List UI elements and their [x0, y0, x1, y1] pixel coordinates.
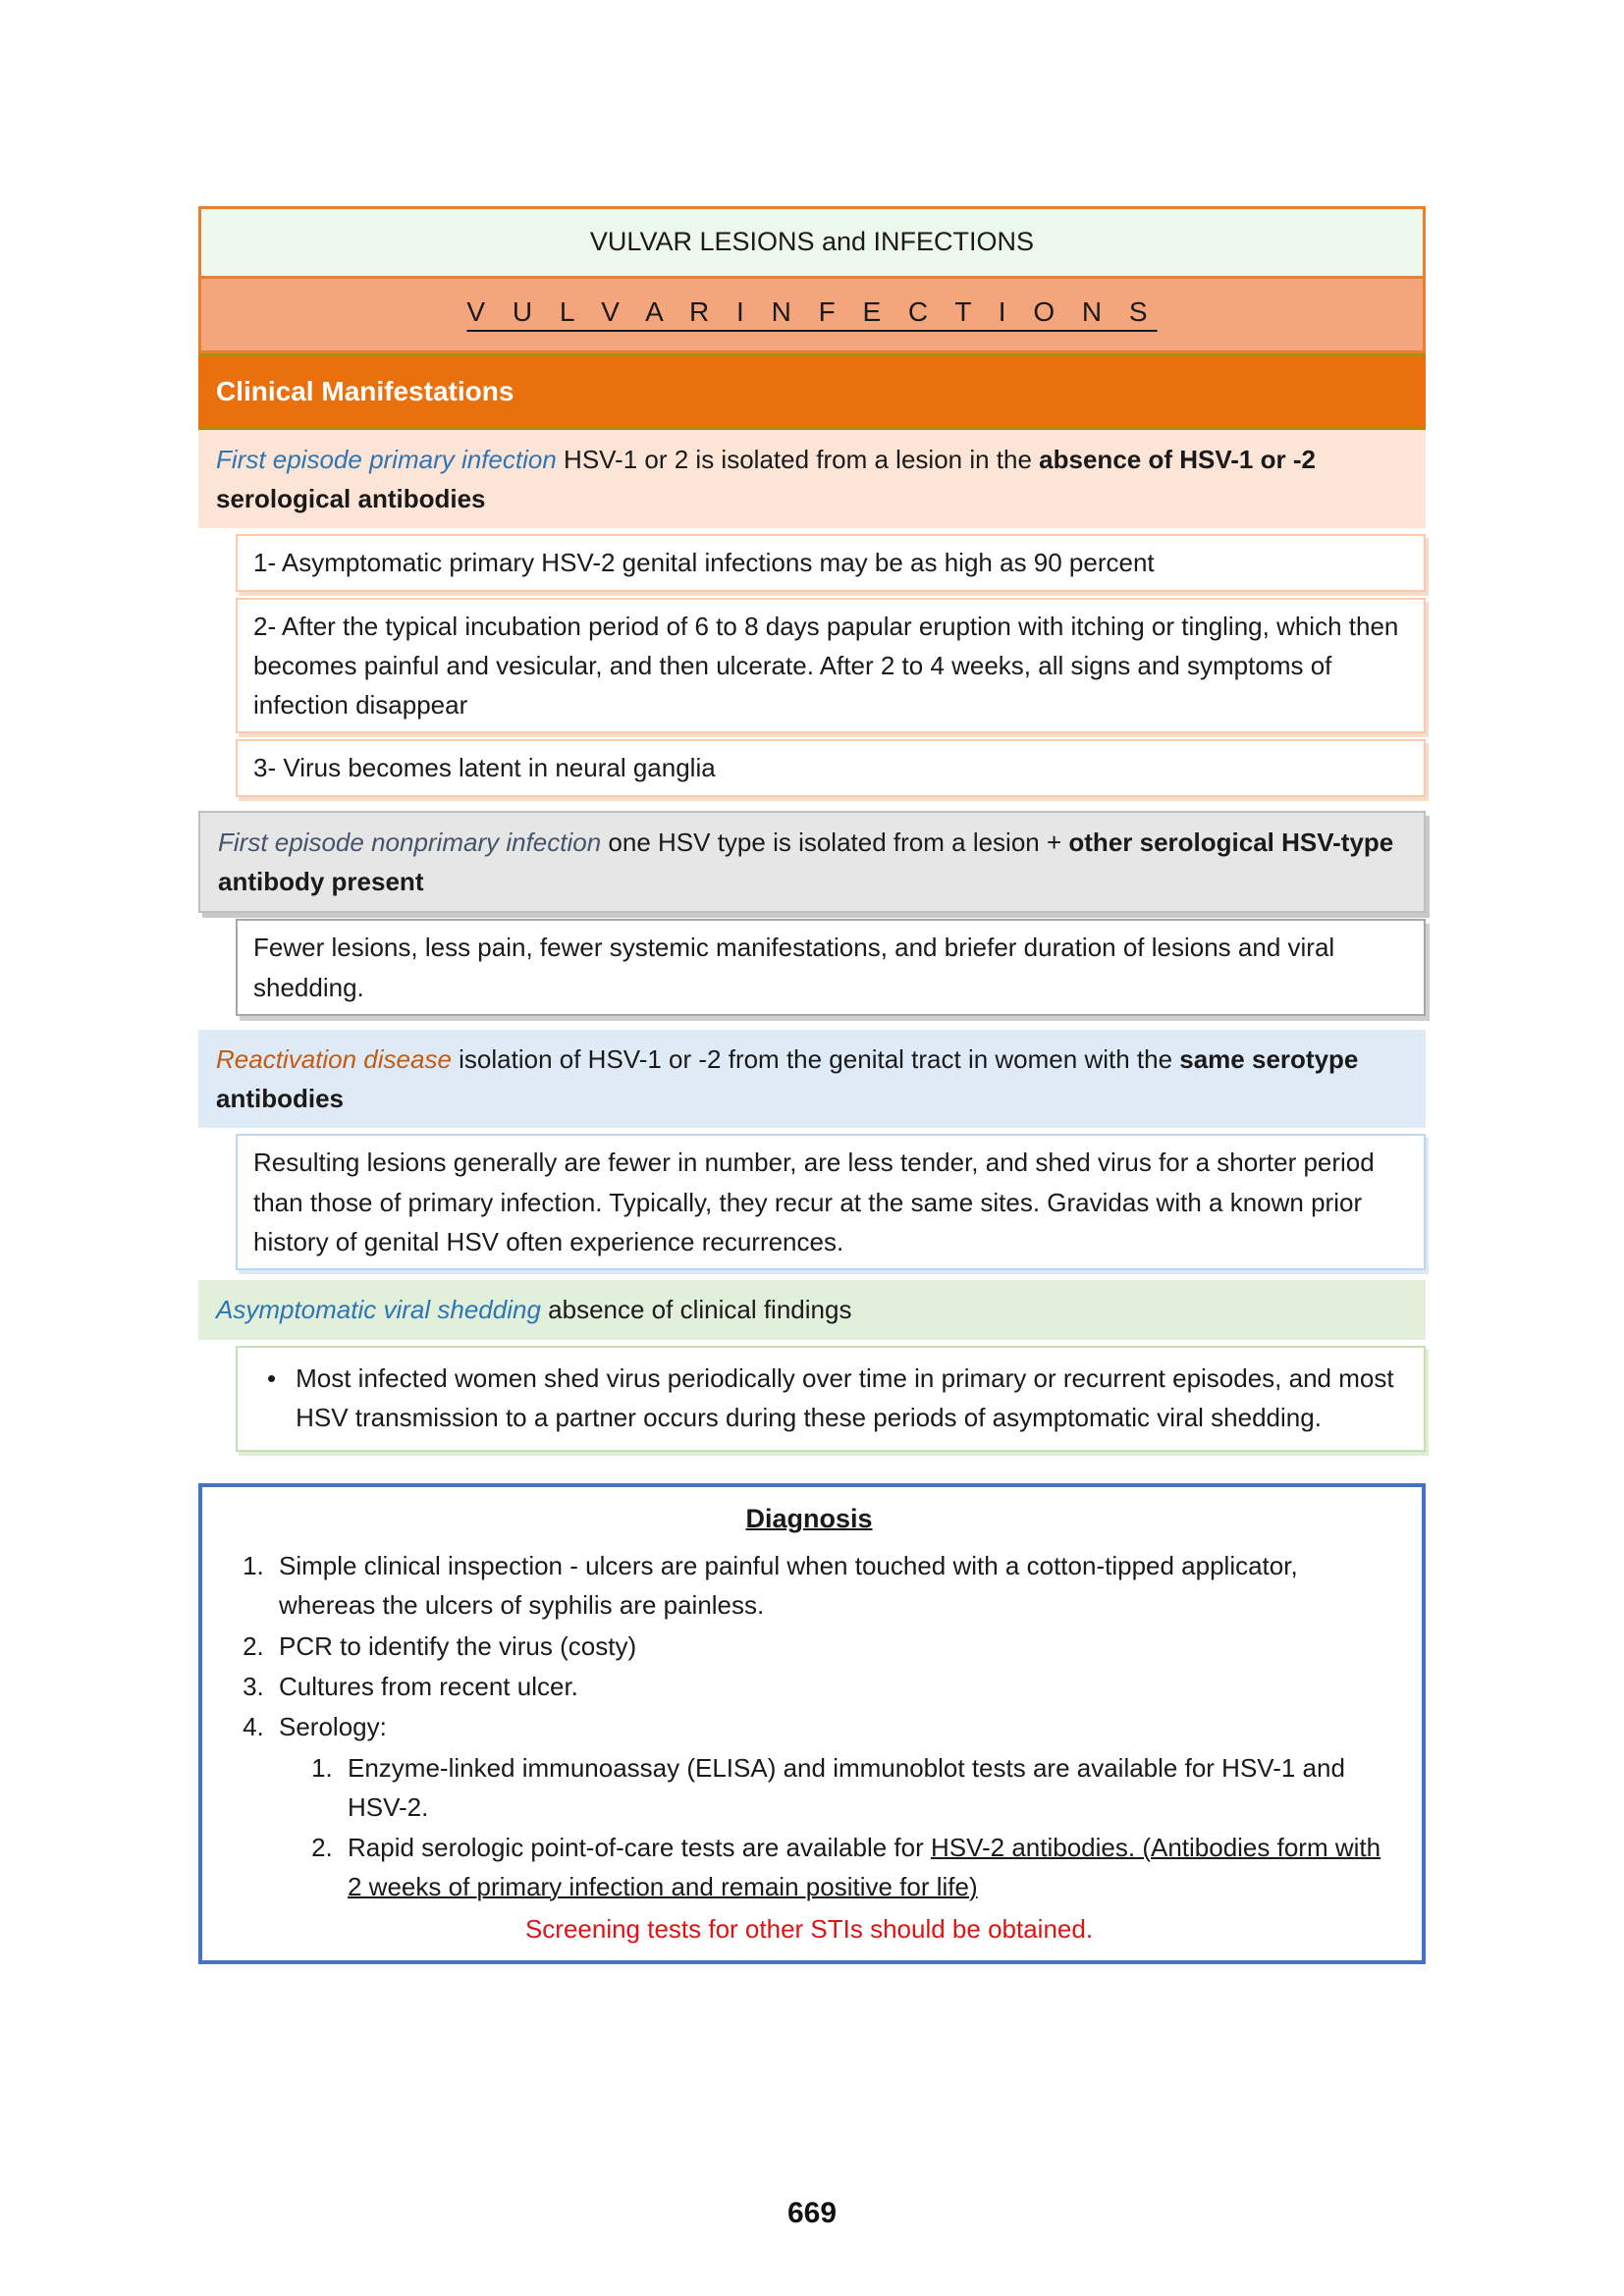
asymptomatic-heading	[198, 1280, 1426, 1339]
serology-item	[340, 1828, 1400, 1907]
first-primary-lead: First episode primary infection	[216, 444, 557, 474]
first-primary-heading	[198, 430, 1426, 529]
list-item	[236, 1346, 1426, 1453]
nonprimary-heading	[198, 811, 1426, 914]
subtitle-row	[201, 276, 1423, 350]
section-title: V U L V A R I N F E C T I O N S	[466, 295, 1158, 327]
nonprimary-bold: other serological HSV-type antibody present	[218, 827, 1394, 896]
diagnosis-item	[271, 1627, 1400, 1666]
list-item	[236, 598, 1426, 734]
serology-item-underlined-text: HSV-2 antibodies. (Antibodies form with 2 weeks of primary infection and remain positive for life)	[348, 1833, 1381, 1902]
serology-sublist	[279, 1748, 1400, 1907]
screening-warning: Screening tests for other STIs should be obtained.	[524, 1913, 1094, 1944]
asymptomatic-body: absence of clinical findings	[540, 1295, 852, 1325]
serology-item-text: Rapid serologic point-of-care tests are available for	[348, 1833, 931, 1863]
list-item	[236, 739, 1426, 796]
nonprimary-lead: First episode nonprimary infection	[218, 827, 602, 857]
reactivation-lead: Reactivation disease	[216, 1043, 452, 1074]
reactivation-heading	[198, 1030, 1426, 1129]
asymptomatic-lead: Asymptomatic viral shedding	[216, 1295, 541, 1325]
diagnosis-item	[271, 1707, 1400, 1906]
page-number: 669	[786, 2197, 838, 2229]
note-text: Resulting lesions generally are fewer in number, are less tender, and shed virus for a shorter period than those of primary infection. Typically, they recur at the same sites. Gravidas with a known prior history of genital HSV often experience recurrences.	[253, 1148, 1375, 1257]
diagnosis-title: Diagnosis	[745, 1504, 873, 1534]
reactivation-notes	[236, 1134, 1426, 1270]
point-text: 3- Virus becomes latent in neural ganglia	[253, 753, 716, 783]
reactivation-bold: same serotype antibodies	[216, 1043, 1359, 1114]
first-primary-points	[236, 534, 1426, 796]
nonprimary-body: one HSV type is isolated from a lesion +	[601, 827, 1069, 857]
diagnosis-item-text: Cultures from recent ulcer.	[279, 1672, 578, 1701]
document-body	[198, 206, 1426, 1964]
point-text: 1- Asymptomatic primary HSV-2 genital infections may be as high as 90 percent	[253, 548, 1155, 578]
serology-item	[340, 1748, 1400, 1828]
diagnosis-item-text: Serology:	[279, 1712, 387, 1742]
reactivation-body: isolation of HSV-1 or -2 from the genital tract in women with the	[451, 1043, 1180, 1074]
bullet-item	[253, 1355, 1408, 1444]
asymptomatic-notes	[236, 1346, 1426, 1453]
diagnosis-list	[218, 1546, 1400, 1907]
diagnosis-item	[271, 1546, 1400, 1626]
note-text: Most infected women shed virus periodically over time in primary or recurrent episodes, and most HSV transmission to a partner occurs during these periods of asymptomatic viral shedding.	[296, 1362, 1394, 1432]
diagnosis-item-text: Simple clinical inspection - ulcers are painful when touched with a cotton-tipped applicator, whereas the ulcers of syphilis are painless.	[279, 1551, 1298, 1621]
clinical-manifestations-header: Clinical Manifestations	[198, 353, 1426, 429]
list-item	[236, 534, 1426, 591]
list-item	[236, 919, 1426, 1016]
bullet-icon: •	[267, 1362, 277, 1393]
diagnosis-item-text: PCR to identify the virus (costy)	[279, 1630, 637, 1661]
diagnosis-item	[271, 1667, 1400, 1706]
first-primary-bold: absence of HSV-1 or -2 serological antibodies	[216, 444, 1316, 513]
point-text: 2- After the typical incubation period of 6 to 8 days papular eruption with itching or tingling, which then becomes painful and vesicular, and then ulcerate. After 2 to 4 weeks, all signs and symptoms of infection disappear	[253, 611, 1399, 721]
nonprimary-notes	[236, 919, 1426, 1016]
note-text: Fewer lesions, less pain, fewer systemic manifestations, and briefer duration of lesions and viral shedding.	[253, 933, 1335, 1002]
list-item	[236, 1134, 1426, 1270]
serology-item-text: Enzyme-linked immunoassay (ELISA) and immunoblot tests are available for HSV-1 and HSV-2.	[348, 1752, 1345, 1822]
page-title: VULVAR LESIONS and INFECTIONS	[201, 209, 1423, 276]
diagnosis-box	[198, 1483, 1426, 1964]
first-primary-body: HSV-1 or 2 is isolated from a lesion in the	[556, 444, 1040, 474]
header-table	[198, 206, 1426, 353]
